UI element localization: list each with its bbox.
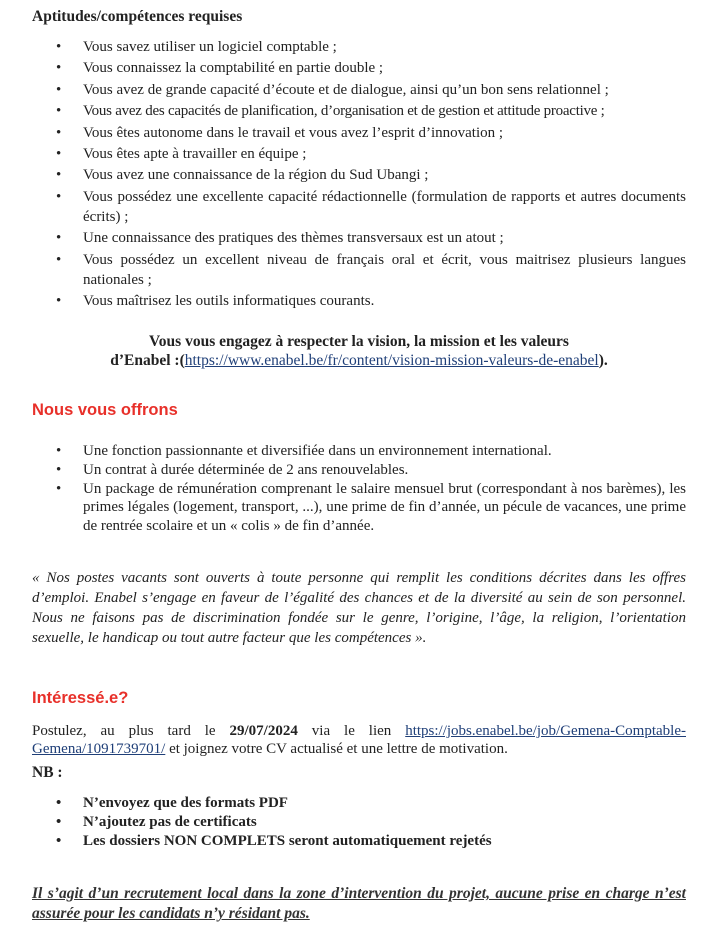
- values-line: [32, 352, 686, 371]
- apply-text: [32, 722, 686, 758]
- skills-heading: Aptitudes/compétences requises: [32, 8, 243, 25]
- apply-heading: Intéressé.e?: [32, 689, 129, 708]
- apply-middle: via le lien: [297, 723, 406, 740]
- list-item: • Vous avez des capacités de planification, d’organisation et de gestion et attitude proactive ;: [32, 101, 686, 122]
- list-item: • N’envoyez que des formats PDF: [32, 794, 686, 813]
- values-link[interactable]: https://www.enabel.be/fr/content/vision-mission-valeurs-de-enabel: [184, 351, 599, 369]
- list-item: • Un contrat à durée déterminée de 2 ans renouvelables.: [32, 461, 686, 480]
- values-suffix: ).: [598, 351, 608, 369]
- values-line: Vous vous engagez à respecter la vision, la mission et les valeurs: [149, 333, 569, 351]
- apply-suffix: et joignez votre CV actualisé et une lettre de motivation.: [165, 741, 508, 758]
- list-item: • Vous êtes autonome dans le travail et vous avez l’esprit d’innovation ;: [32, 123, 686, 144]
- final-note: Il s’agit d’un recrutement local dans la zone d’intervention du projet, aucune prise en charge n’est assurée pour les candidats n’y résidant pas.: [32, 885, 686, 923]
- list-item: • Vous avez de grande capacité d’écoute et de dialogue, ainsi qu’un bon sens relationnel ;: [32, 80, 686, 101]
- list-item: • Les dossiers NON COMPLETS seront automatiquement rejetés: [32, 832, 686, 851]
- apply-prefix: Postulez, au plus tard le: [32, 723, 230, 740]
- list-item: • N’ajoutez pas de certificats: [32, 813, 686, 832]
- list-item: • Vous savez utiliser un logiciel comptable ;: [32, 37, 686, 58]
- offer-heading: Nous vous offrons: [32, 401, 178, 420]
- diversity-quote: « Nos postes vacants sont ouverts à toute personne qui remplit les conditions décrites dans les offres d’emploi. Enabel s’engage en faveur de l’égalité des chances et de la diversité au sein de son personnel. Nous ne faisons pas de discrimination fondée sur le genre, l’origine, l’âge, la religion, l’orientation sexuelle, le handicap ou tout autre facteur que les compétences ».: [32, 570, 686, 647]
- nb-label: NB :: [32, 764, 63, 782]
- deadline: 29/07/2024: [229, 723, 298, 740]
- list-item: • Vous connaissez la comptabilité en partie double ;: [32, 58, 686, 79]
- nb-list: [32, 794, 686, 850]
- document-page: [32, 0, 686, 924]
- apply-link[interactable]: https://jobs.enabel.be/job/Gemena-Comptable-Gemena/1091739701/: [32, 723, 686, 758]
- skills-list: [32, 37, 686, 312]
- list-item: • Vous avez une connaissance de la région du Sud Ubangi ;: [32, 165, 686, 186]
- offer-list: [32, 442, 686, 535]
- values-statement: [32, 333, 686, 370]
- list-item: • Un package de rémunération comprenant le salaire mensuel brut (correspondant à nos barèmes), les primes légales (logement, transport, ...), une prime de fin d’année, un pécule de vacances, une prime de rentrée scolaire et un « colis » de fin d’année.: [32, 480, 686, 536]
- list-item: • Vous possédez un excellent niveau de français oral et écrit, vous maitrisez plusieurs langues nationales ;: [32, 250, 686, 290]
- list-item: • Vous maîtrisez les outils informatiques courants.: [32, 291, 686, 312]
- list-item: • Vous possédez une excellente capacité rédactionnelle (formulation de rapports et autres documents écrits) ;: [32, 187, 686, 227]
- list-item: • Vous êtes apte à travailler en équipe ;: [32, 144, 686, 165]
- list-item: • Une fonction passionnante et diversifiée dans un environnement international.: [32, 442, 686, 461]
- list-item: • Une connaissance des pratiques des thèmes transversaux est un atout ;: [32, 228, 686, 249]
- values-prefix: d’Enabel :(: [110, 351, 185, 369]
